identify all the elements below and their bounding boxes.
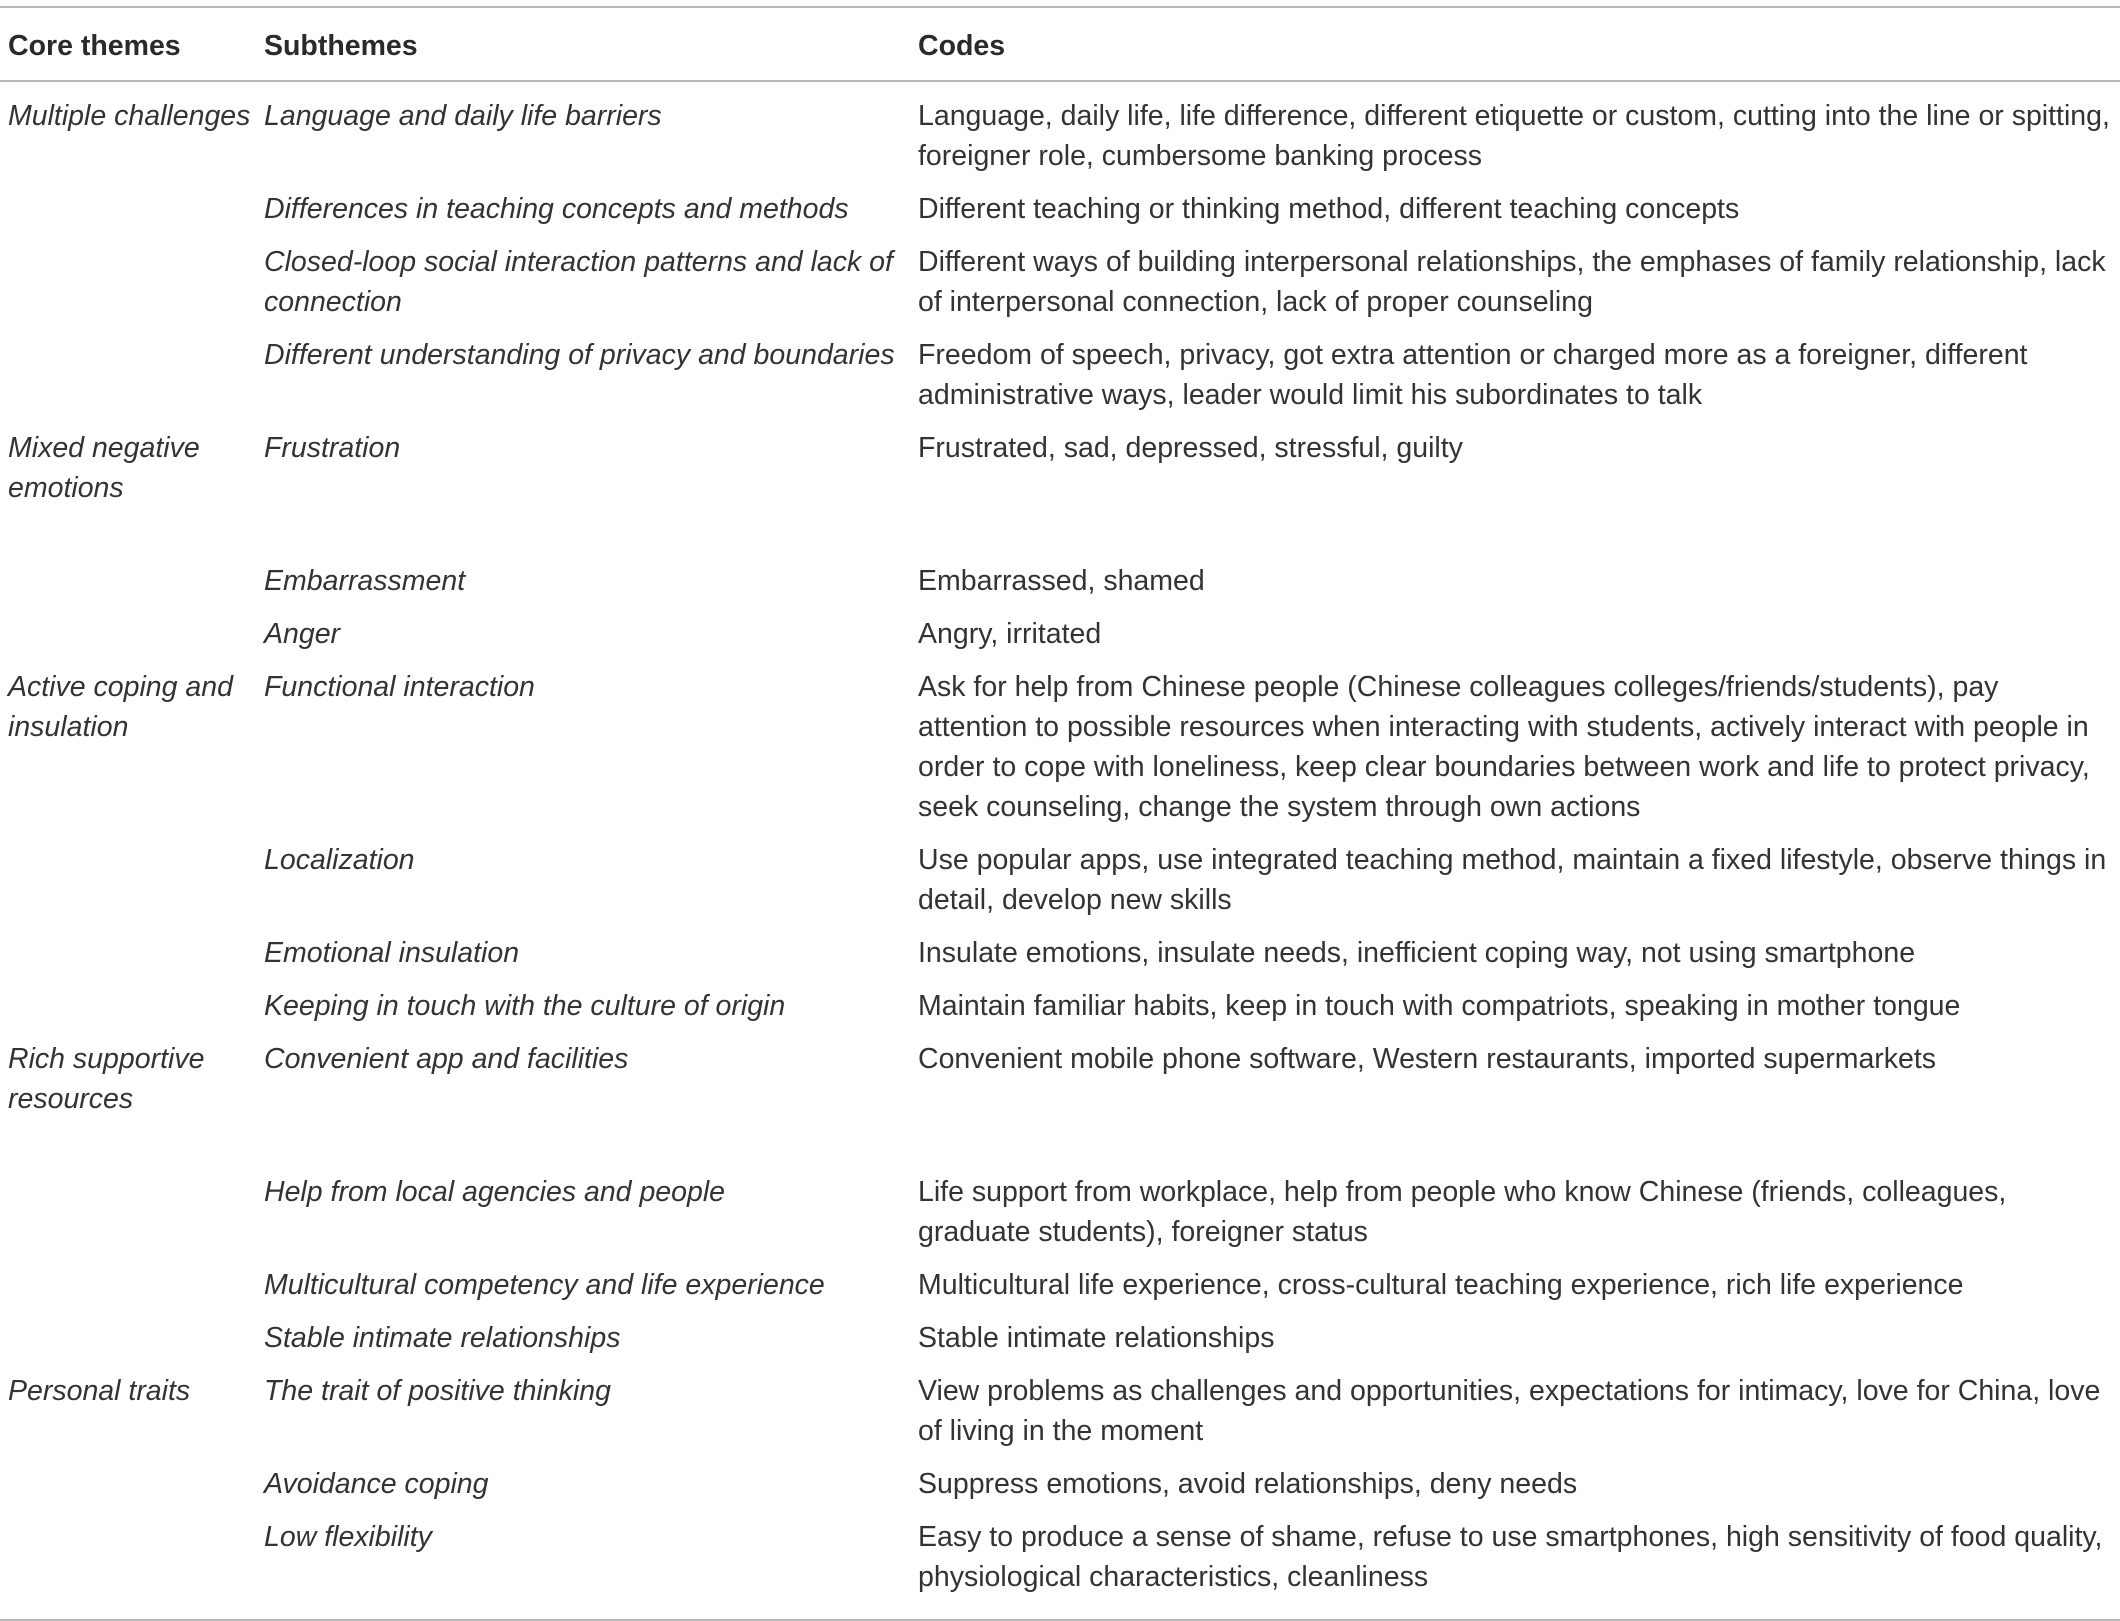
subtheme-cell: Embarrassment <box>264 565 466 597</box>
codes-cell: Life support from workplace, help from people who know Chinese (friends, colleagues, graduate students), foreigner status <box>918 1176 2007 1248</box>
subtheme-cell: Multicultural competency and life experience <box>264 1269 825 1301</box>
header-row <box>0 7 2120 81</box>
table-row <box>0 81 2120 183</box>
core-theme-cell <box>0 329 256 422</box>
core-theme-cell <box>0 1259 256 1312</box>
core-theme-cell: Personal traits <box>8 1375 191 1407</box>
table-row <box>0 1033 2120 1166</box>
table-row <box>0 422 2120 555</box>
subtheme-cell: Closed-loop social interaction patterns and lack of connection <box>264 246 893 318</box>
core-theme-cell <box>0 980 256 1033</box>
table-row <box>0 555 2120 608</box>
codes-cell: Freedom of speech, privacy, got extra attention or charged more as a foreigner, different administrative ways, leader would limit his subordinates to talk <box>918 339 2028 411</box>
subtheme-cell: Functional interaction <box>264 671 535 703</box>
subtheme-cell: Language and daily life barriers <box>264 100 662 132</box>
core-theme-cell <box>0 927 256 980</box>
subtheme-cell: Low flexibility <box>264 1521 432 1553</box>
table-row <box>0 236 2120 329</box>
codes-cell: Suppress emotions, avoid relationships, deny needs <box>918 1468 1578 1500</box>
subtheme-cell: Different understanding of privacy and boundaries <box>264 339 895 371</box>
table-row <box>0 1312 2120 1365</box>
table-row <box>0 1365 2120 1458</box>
core-theme-cell <box>0 236 256 329</box>
table-row <box>0 1458 2120 1511</box>
codes-cell: Angry, irritated <box>918 618 1102 650</box>
table-row <box>0 183 2120 236</box>
header-subthemes: Subthemes <box>264 30 418 62</box>
table-row <box>0 1166 2120 1259</box>
subtheme-cell: Keeping in touch with the culture of origin <box>264 990 786 1022</box>
codes-cell: Use popular apps, use integrated teaching method, maintain a fixed lifestyle, observe things in detail, develop new skills <box>918 844 2107 916</box>
table-row <box>0 927 2120 980</box>
core-theme-cell <box>0 1458 256 1511</box>
core-theme-cell: Mixed negative emotions <box>8 432 200 504</box>
core-theme-cell <box>0 1511 256 1620</box>
codes-cell: Language, daily life, life difference, different etiquette or custom, cutting into the line or spitting, foreigner role, cumbersome banking process <box>918 100 2110 172</box>
codes-cell: Different ways of building interpersonal relationships, the emphases of family relationship, lack of interpersonal connection, lack of proper counseling <box>918 246 2106 318</box>
header-codes: Codes <box>918 30 1006 62</box>
table-row <box>0 980 2120 1033</box>
themes-table <box>0 6 2120 1621</box>
core-theme-cell <box>0 183 256 236</box>
codes-cell: Stable intimate relationships <box>918 1322 1275 1354</box>
table-row <box>0 1511 2120 1620</box>
header-core-themes: Core themes <box>8 30 181 62</box>
core-theme-cell: Multiple challenges <box>8 100 251 132</box>
core-theme-cell <box>0 1166 256 1259</box>
codes-cell: Convenient mobile phone software, Western restaurants, imported supermarkets <box>918 1043 1937 1075</box>
subtheme-cell: Avoidance coping <box>264 1468 489 1500</box>
themes-table-container <box>0 6 2120 1621</box>
core-theme-cell <box>0 1312 256 1365</box>
table-header <box>0 7 2120 81</box>
subtheme-cell: Localization <box>264 844 415 876</box>
core-theme-cell: Rich supportive resources <box>8 1043 205 1115</box>
subtheme-cell: Emotional insulation <box>264 937 520 969</box>
core-theme-cell <box>0 834 256 927</box>
subtheme-cell: The trait of positive thinking <box>264 1375 611 1407</box>
subtheme-cell: Stable intimate relationships <box>264 1322 621 1354</box>
core-theme-cell <box>0 608 256 661</box>
subtheme-cell: Convenient app and facilities <box>264 1043 629 1075</box>
table-row <box>0 661 2120 834</box>
codes-cell: View problems as challenges and opportunities, expectations for intimacy, love for China, love of living in the moment <box>918 1375 2101 1447</box>
codes-cell: Multicultural life experience, cross-cultural teaching experience, rich life experience <box>918 1269 1964 1301</box>
codes-cell: Easy to produce a sense of shame, refuse to use smartphones, high sensitivity of food quality, physiological characteristics, cleanliness <box>918 1521 2103 1593</box>
subtheme-cell: Frustration <box>264 432 401 464</box>
codes-cell: Frustrated, sad, depressed, stressful, guilty <box>918 432 1463 464</box>
core-theme-cell: Active coping and insulation <box>8 671 233 743</box>
codes-cell: Embarrassed, shamed <box>918 565 1205 597</box>
core-theme-cell <box>0 555 256 608</box>
codes-cell: Different teaching or thinking method, different teaching concepts <box>918 193 1740 225</box>
codes-cell: Insulate emotions, insulate needs, inefficient coping way, not using smartphone <box>918 937 1916 969</box>
subtheme-cell: Help from local agencies and people <box>264 1176 726 1208</box>
table-row <box>0 1259 2120 1312</box>
subtheme-cell: Differences in teaching concepts and methods <box>264 193 849 225</box>
subtheme-cell: Anger <box>264 618 341 650</box>
table-row <box>0 608 2120 661</box>
codes-cell: Ask for help from Chinese people (Chinese colleagues colleges/friends/students), pay attention to possible resources when interacting with students, actively interact with people in order to cope with loneliness, keep clear boundaries between work and life to protect privacy, seek counseling, change the system through own actions <box>918 671 2090 823</box>
table-row <box>0 329 2120 422</box>
codes-cell: Maintain familiar habits, keep in touch with compatriots, speaking in mother tongue <box>918 990 1961 1022</box>
table-body <box>0 81 2120 1620</box>
table-row <box>0 834 2120 927</box>
